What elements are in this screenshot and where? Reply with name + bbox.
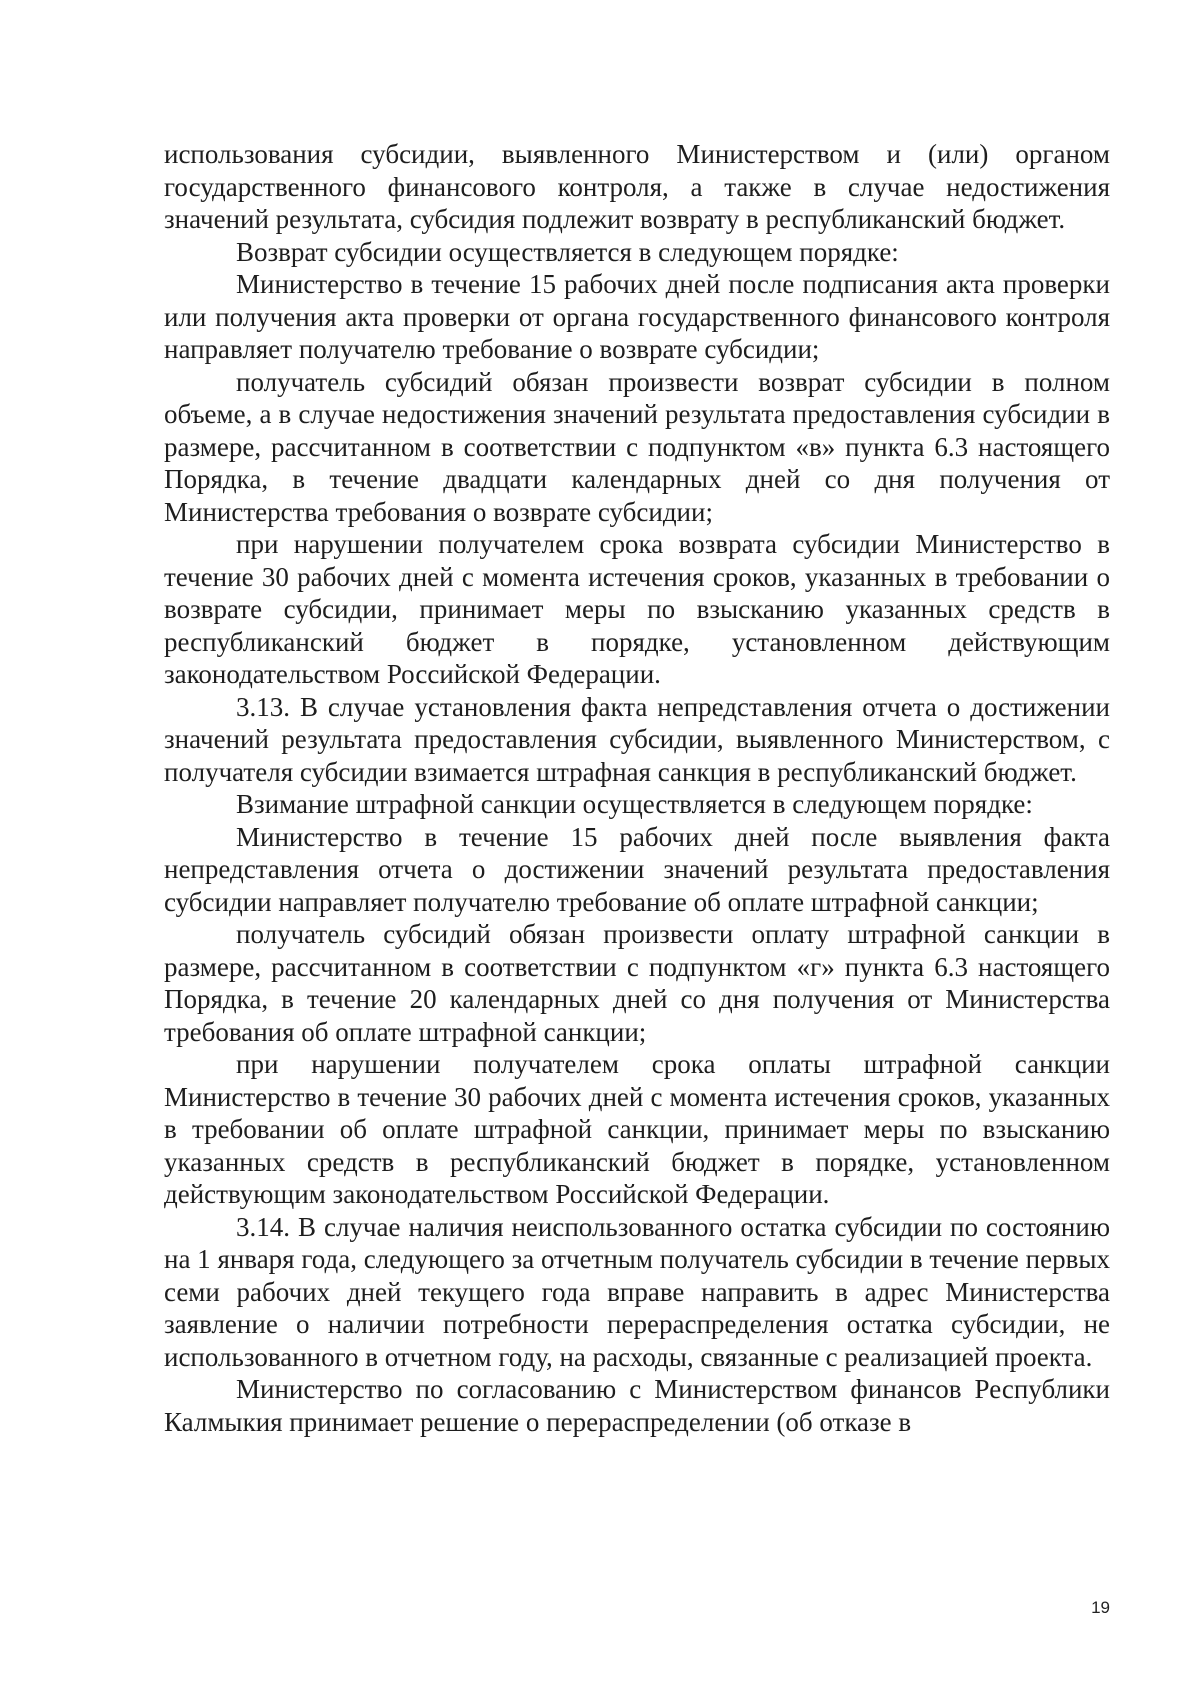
paragraph: использования субсидии, выявленного Министерством и (или) органом государственного финансового контроля, а также в случае недостижения значений результата, субсидия подлежит возврату в республиканский бюджет. (164, 139, 1110, 234)
paragraph: при нарушении получателем срока возврата субсидии Министерство в течение 30 рабочих дней с момента истечения сроков, указанных в требовании о возврате субсидии, принимает меры по взысканию указанных средств в республиканский бюджет в порядке, установленном действующим законодательством Российской Федерации. (164, 529, 1110, 689)
paragraph: при нарушении получателем срока оплаты штрафной санкции Министерство в течение 30 рабочих дней с момента истечения сроков, указанных в требовании об оплате штрафной санкции, принимает меры по взысканию указанных средств в республиканский бюджет в порядке, установленном действующим законодательством Российской Федерации. (164, 1049, 1110, 1209)
paragraph: Министерство по согласованию с Министерством финансов Республики Калмыкия принимает решение о перераспределении (об отказе в (164, 1374, 1110, 1437)
document-body (164, 138, 1110, 1438)
paragraph-section-3-14: 3.14. В случае наличия неиспользованного остатка субсидии по состоянию на 1 января года, следующего за отчетным получатель субсидии в течение первых семи рабочих дней текущего года вправе направить в адрес Министерства заявление о наличии потребности перераспределения остатка субсидии, не использованного в отчетном году, на расходы, связанные с реализацией проекта. (164, 1211, 1110, 1372)
paragraph: получатель субсидий обязан произвести возврат субсидии в полном объеме, а в случае недостижения значений результата предоставления субсидии в размере, рассчитанном в соответствии с подпунктом «в» пункта 6.3 настоящего Порядка, в течение двадцати календарных дней со дня получения от Министерства требования о возврате субсидии; (164, 366, 1110, 527)
paragraph: Взимание штрафной санкции осуществляется в следующем порядке: (236, 789, 1033, 819)
page-number: 19 (1091, 1598, 1110, 1617)
paragraph: Возврат субсидии осуществляется в следующем порядке: (236, 236, 899, 267)
paragraph: Министерство в течение 15 рабочих дней после подписания акта проверки или получения акта проверки от органа государственного финансового контроля направляет получателю требование о возврате субсидии; (164, 269, 1110, 364)
paragraph: Министерство в течение 15 рабочих дней после выявления факта непредставления отчета о достижении значений результата предоставления субсидии направляет получателю требование об оплате штрафной санкции; (164, 821, 1110, 917)
paragraph-section-3-13: 3.13. В случае установления факта непредставления отчета о достижении значений результата предоставления субсидии, выявленного Министерством, с получателя субсидии взимается штрафная санкция в республиканский бюджет. (164, 691, 1110, 787)
paragraph: получатель субсидий обязан произвести оплату штрафной санкции в размере, рассчитанном в соответствии с подпунктом «г» пункта 6.3 настоящего Порядка, в течение 20 календарных дней со дня получения от Министерства требования об оплате штрафной санкции; (164, 919, 1110, 1047)
